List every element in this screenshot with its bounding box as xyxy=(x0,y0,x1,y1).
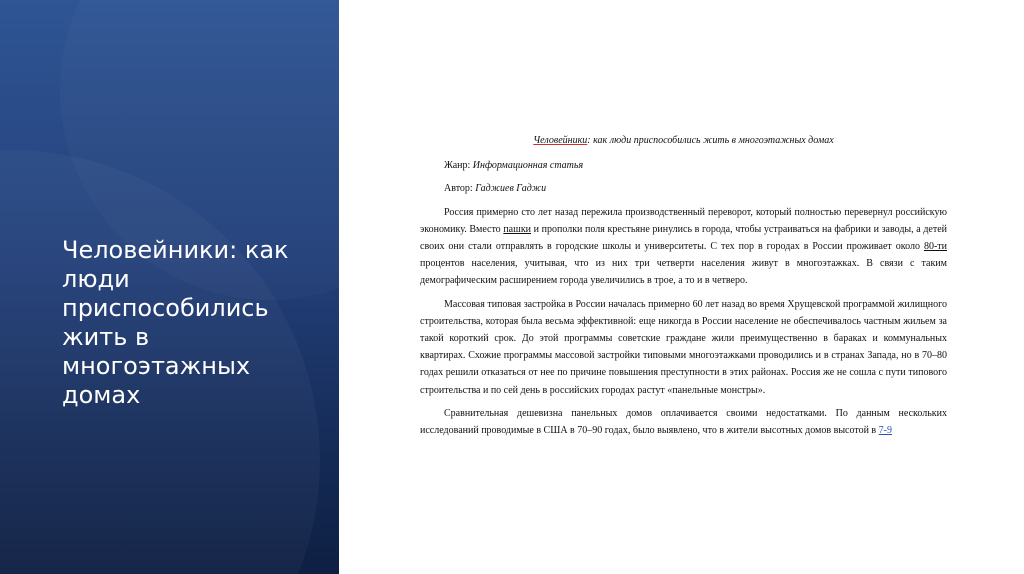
heading-rest: : как люди приспособились жить в многоэтажных домах xyxy=(587,135,834,146)
genre-line xyxy=(420,157,947,174)
paragraph-3 xyxy=(420,405,947,439)
paragraph-2: Массовая типовая застройка в России началась примерно 60 лет назад во время Хрущевской программой жилищного строительства, которая была весьма эффективной: еще никогда в России население не обеспечивалось частным жильем за такой короткий срок. До этой программы советские граждане жили преимущественно в бараках и коммунальных квартирах. Схожие программы массовой застройки типовыми многоэтажками проводились и в странах Запада, но в 70–80 годах решили отказаться от нее по причине повышения преступности в этих районах. Россия же не сошла с пути типового строительства и по сей день в российских городах растут «панельные монстры». xyxy=(420,298,947,396)
title-panel xyxy=(0,0,339,574)
paragraph-3-text-a: Сравнительная дешевизна панельных домов оплачивается своими недостатками. По данным нескольких исследований проводимые в США в 70–90 годах, было выявлено, что в жители высотных домов высотой в xyxy=(420,407,947,437)
paragraph-1-underlined-number: 80-ти xyxy=(923,241,947,253)
heading-main-word: Человейники xyxy=(533,135,588,146)
paragraph-1-text-a: Россия примерно сто лет назад пережила производственный переворот, который полностью перевернул российскую экономику. Вместо xyxy=(420,206,947,235)
author-value: Гаджиев Гаджи xyxy=(475,183,547,195)
paragraph-1-text-e: процентов населения, учитывая, что из них три четверти населения живут в многоэтажках. В связи с таким демографическим расширением города увеличились в трое, а то и в четверо. xyxy=(420,258,947,287)
document-heading xyxy=(420,132,947,149)
author-label: Автор: xyxy=(444,183,476,195)
paragraph-3-link-number: 7-9 xyxy=(878,425,892,437)
document-image xyxy=(420,132,947,445)
paragraph-1 xyxy=(420,204,947,290)
content-panel xyxy=(339,0,1024,574)
paragraph-1-text-c: и прополки поля крестьяне ринулись в города, чтобы устраиваться на фабрики и заводы, а детей своих они стали отправлять в городские школы и университеты. С тех пор в городах в России проживает около xyxy=(420,223,948,253)
slide-title: Человейники: как люди приспособились жить в многоэтажных домах xyxy=(62,236,289,409)
paragraph-1-underlined-word: пашки xyxy=(503,223,532,235)
genre-value: Информационная статья xyxy=(472,160,584,172)
author-line xyxy=(420,180,947,197)
genre-label: Жанр: xyxy=(444,160,473,172)
